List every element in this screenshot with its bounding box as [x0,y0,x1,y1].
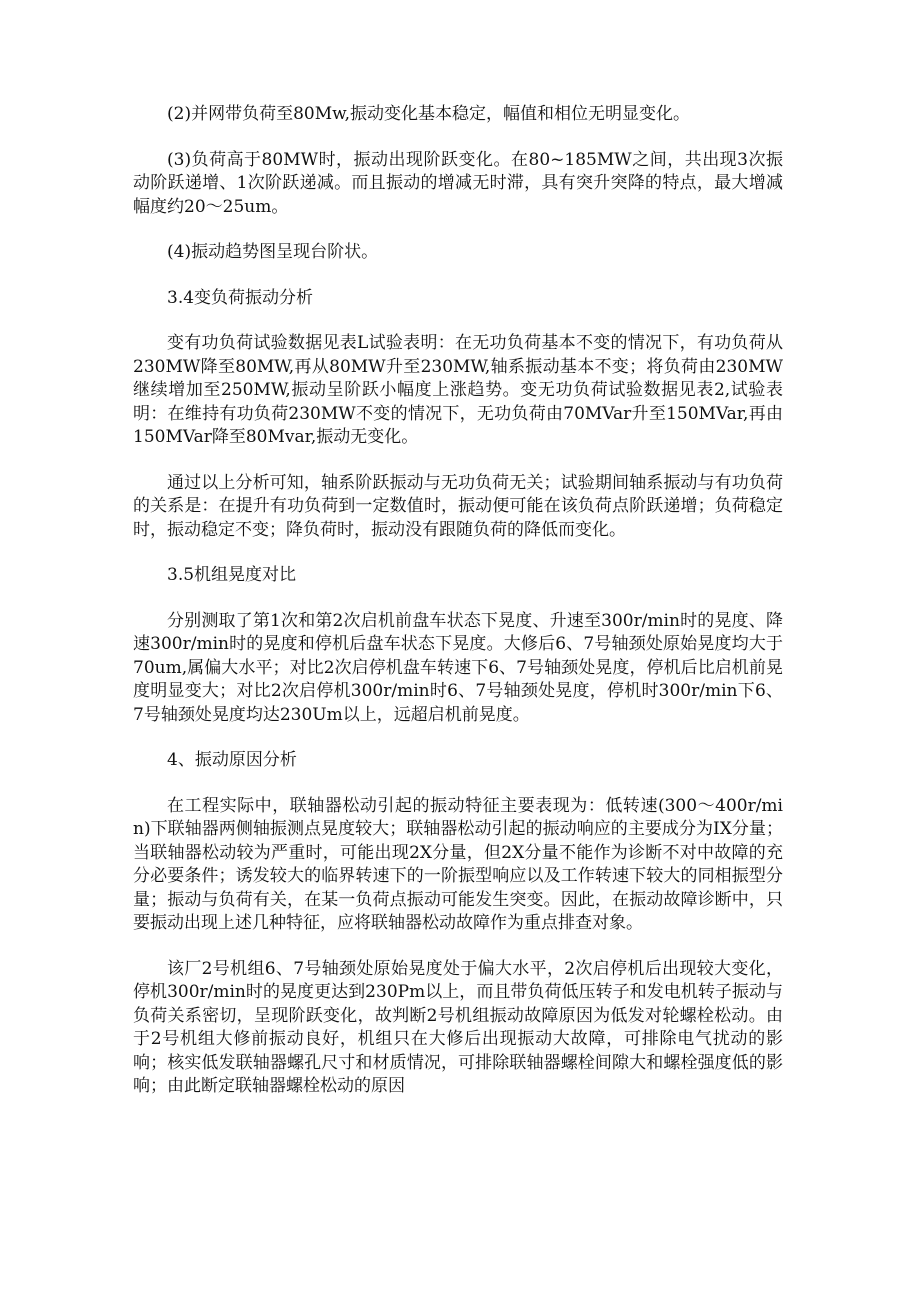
section-heading-3-4: 3.4变负荷振动分析 [167,287,314,308]
section-heading-3-5: 3.5机组晃度对比 [167,565,297,585]
paragraph-analysis-conclusion: 通过以上分析可知，轴系阶跃振动与无功负荷无关；试验期间轴系振动与有功负荷的关系是：在提升有功负荷到一定数值时，振动便可能在该负荷点阶跃递增；负荷稳定时，振动稳定不变；降负荷时，振动没有跟随负荷的降低而变化。 [133,472,783,540]
paragraph-coupling-looseness-features: 在工程实际中，联轴器松动引起的振动特征主要表现为：低转速(300～400r/min)下联轴器两侧轴振测点晃度较大；联轴器松动引起的振动响应的主要成分为IX分量；当联轴器松动较为严重时，可能出现2X分量，但2X分量不能作为诊断不对中故障的充分必要条件；诱发较大的临界转速下的一阶振型响应以及工作转速下较大的同相振型分量；振动与负荷有关，在某一负荷点振动可能发生突变。因此，在振动故障诊断中，只要振动出现上述几种特征，应将联轴器松动故障作为重点排查对象。 [133,795,783,933]
paragraph-runout-comparison: 分别测取了第1次和第2次启机前盘车状态下晃度、升速至300r/min时的晃度、降速300r/min时的晃度和停机后盘车状态下晃度。大修后6、7号轴颈处原始晃度均大于70um,属偏大水平；对比2次启停机盘车转速下6、7号轴颈处晃度，停机后比启机前晃度明显变大；对比2次启停机300r/min时6、7号轴颈处晃度，停机时300r/min下6、7号轴颈处晃度均达230Um以上，远超启机前晃度。 [133,610,783,725]
paragraph-load-above-80mw: (3)负荷高于80MW时，振动出现阶跃变化。在80~185MW之间，共出现3次振动阶跃递增、1次阶跃递减。而且振动的增减无时滞，具有突升突降的特点，最大增减幅度约20～25um。 [133,149,783,217]
paragraph-fault-diagnosis: 该厂2号机组6、7号轴颈处原始晃度处于偏大水平，2次启停机后出现较大变化，停机300r/min时的晃度更达到230Pm以上，而且带负荷低压转子和发电机转子振动与负荷关系密切，呈现阶跃变化，故判断2号机组振动故障原因为低发对轮螺栓松动。由于2号机组大修前振动良好，机组只在大修后出现振动大故障，可排除电气扰动的影响；核实低发联轴器螺孔尺寸和材质情况，可排除联轴器螺栓间隙大和螺栓强度低的影响；由此断定联轴器螺栓松动的原因 [133,958,783,1096]
paragraph-grid-connected-load: (2)并网带负荷至80Mw,振动变化基本稳定，幅值和相位无明显变化。 [167,104,691,124]
document-body [133,103,783,1121]
paragraph-vibration-trend: (4)振动趋势图呈现台阶状。 [167,242,379,262]
section-heading-4: 4、振动原因分析 [167,750,297,770]
paragraph-variable-load-test: 变有功负荷试验数据见表L试验表明：在无功负荷基本不变的情况下，有功负荷从230MW降至80MW,再从80MW升至230MW,轴系振动基本不变；将负荷由230MW继续增加至250MW,振动呈阶跃小幅度上涨趋势。变无功负荷试验数据见表2,试验表明：在维持有功负荷230MW不变的情况下，无功负荷由70MVar升至150MVar,再由150MVar降至80Mvar,振动无变化。 [133,333,783,447]
